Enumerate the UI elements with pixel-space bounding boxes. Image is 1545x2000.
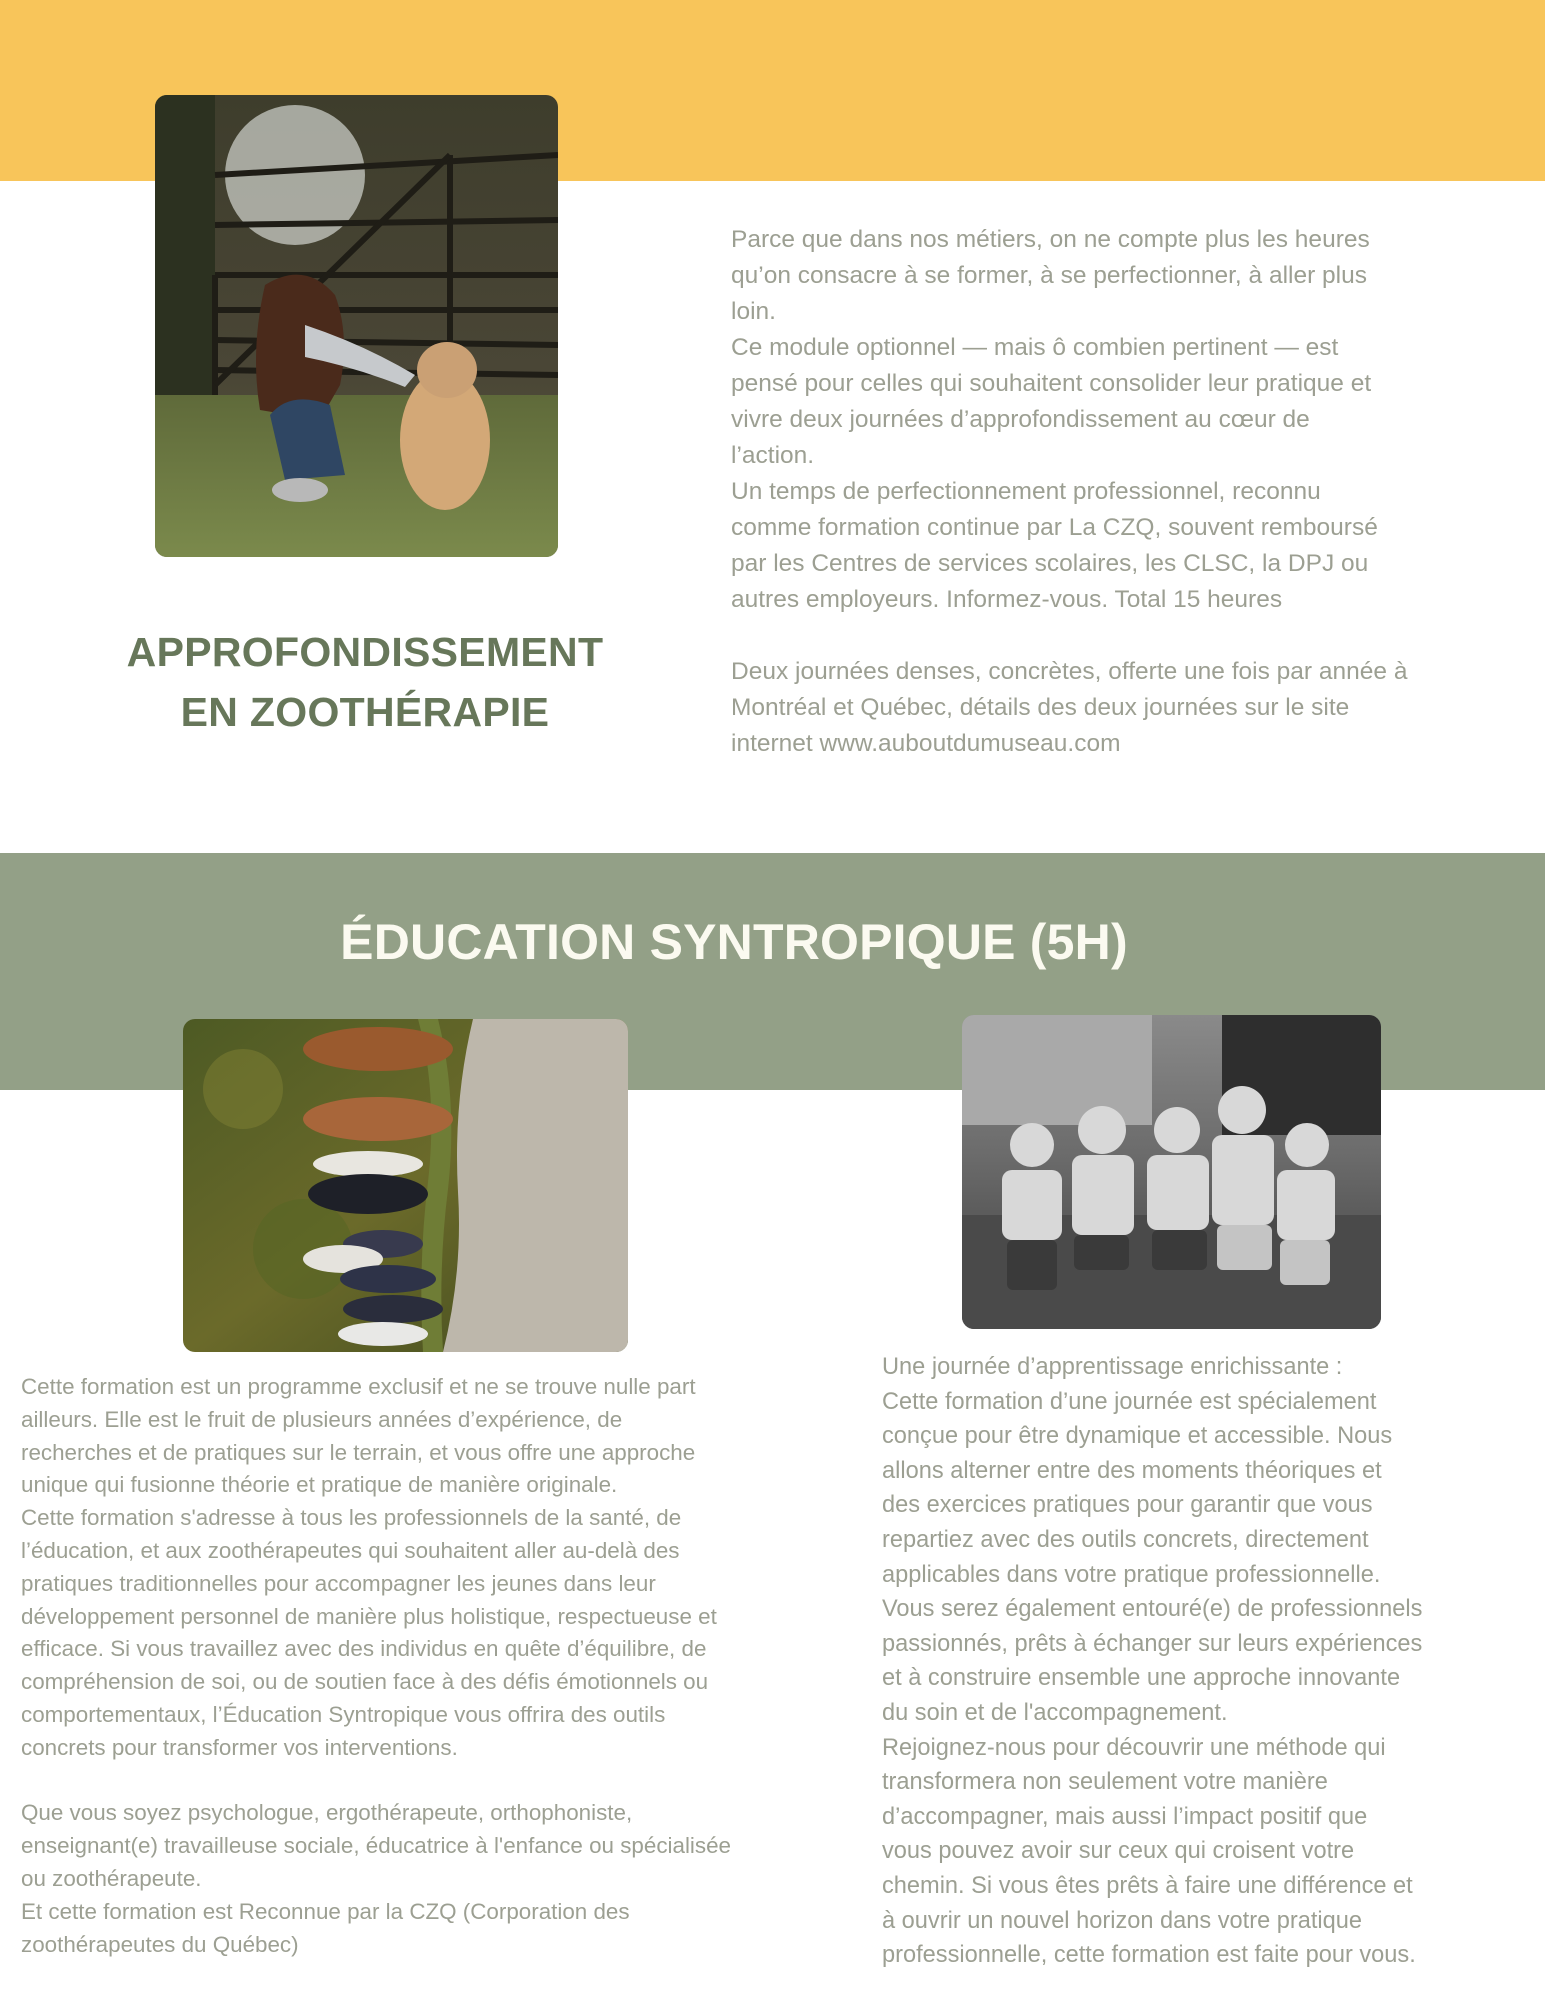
zootherapie-paragraph: Parce que dans nos métiers, on ne compte plus les heures qu’on consacre à se former, à se perfectionner, à aller plus loin.: [731, 226, 1370, 325]
syntropique-left-paragraph: Cette formation s'adresse à tous les professionnels de la santé, de l’éducation, et aux zoothérapeutes qui souhaitent aller au-delà des pratiques traditionnelles pour accompagner les jeunes dans leur développement personnel de manière plus holistique, respectueuse et efficace. Si vous travaillez avec des individus en quête d’équilibre, de compréhension de soi, ou de soutien face à des défis émotionnels ou comportementaux, l’Éducation Syntropique vous offrira des outils concrets pour transformer vos interventions.: [21, 1505, 717, 1760]
girl-with-dog-photo: [155, 95, 558, 557]
syntropique-left-column: [21, 1371, 841, 1961]
zootherapie-description: [731, 222, 1511, 762]
zootherapie-paragraph: Ce module optionnel — mais ô combien pertinent — est pensé pour celles qui souhaitent consolider leur pratique et vivre deux journées d’approfondissement au cœur de l’action.: [731, 334, 1372, 469]
zootherapie-title-line1: APPROFONDISSEMENT: [126, 629, 604, 675]
zootherapie-paragraph: Deux journées denses, concrètes, offerte une fois par année à Montréal et Québec, détails des deux journées sur le site internet www.auboutdumuseau.com: [731, 658, 1408, 757]
syntropique-right-paragraph: Vous serez également entouré(e) de professionnels passionnés, prêts à échanger sur leurs expériences et à construire ensemble une approche innovante du soin et de l'accompagnement.: [882, 1596, 1423, 1726]
syntropique-left-paragraph: Que vous soyez psychologue, ergothérapeute, orthophoniste, enseignant(e) travailleuse sociale, éducatrice à l'enfance ou spécialisée ou zoothérapeute.: [21, 1800, 732, 1891]
syntropique-left-paragraph: Cette formation est un programme exclusif et ne se trouve nulle part ailleurs. Elle est le fruit de plusieurs années d’expérience, de recherches et de pratiques sur le terrain, et vous offre une approche unique qui fusionne théorie et pratique de manière originale.: [21, 1374, 696, 1498]
zootherapie-title: [110, 622, 620, 742]
syntropique-right-paragraph: Cette formation d’une journée est spécialement conçue pour être dynamique et accessible. Nous allons alterner entre des moments théoriques et des exercices pratiques pour garantir que vous repartiez avec des outils concrets, directement applicables dans votre pratique professionnelle.: [882, 1388, 1393, 1588]
syntropique-right-paragraph: Rejoignez-nous pour découvrir une méthode qui transformera non seulement votre manière d’accompagner, mais aussi l’impact positif que vous pouvez avoir sur ceux qui croisent votre chemin. Si vous êtes prêts à faire une différence et à ouvrir un nouvel horizon dans votre pratique professionnelle, cette formation est faite pour vous.: [882, 1734, 1416, 1969]
shoes-on-wall-photo: [183, 1019, 628, 1352]
syntropique-title: ÉDUCATION SYNTROPIQUE (5H): [340, 914, 1128, 970]
zootherapie-title-line2: EN ZOOTHÉRAPIE: [180, 689, 550, 735]
zootherapie-paragraph: Un temps de perfectionnement professionnel, reconnu comme formation continue par La CZQ, souvent remboursé par les Centres de services scolaires, les CLSC, la DPJ ou autres employeurs. Informez-vous. Total 15 heures: [731, 478, 1378, 613]
syntropique-left-paragraph: Et cette formation est Reconnue par la CZQ (Corporation des zoothérapeutes du Québec): [21, 1898, 630, 1957]
syntropique-right-column: [882, 1350, 1512, 1973]
syntropique-right-paragraph: Une journée d’apprentissage enrichissante :: [882, 1354, 1343, 1380]
group-of-children-photo: [962, 1015, 1381, 1329]
